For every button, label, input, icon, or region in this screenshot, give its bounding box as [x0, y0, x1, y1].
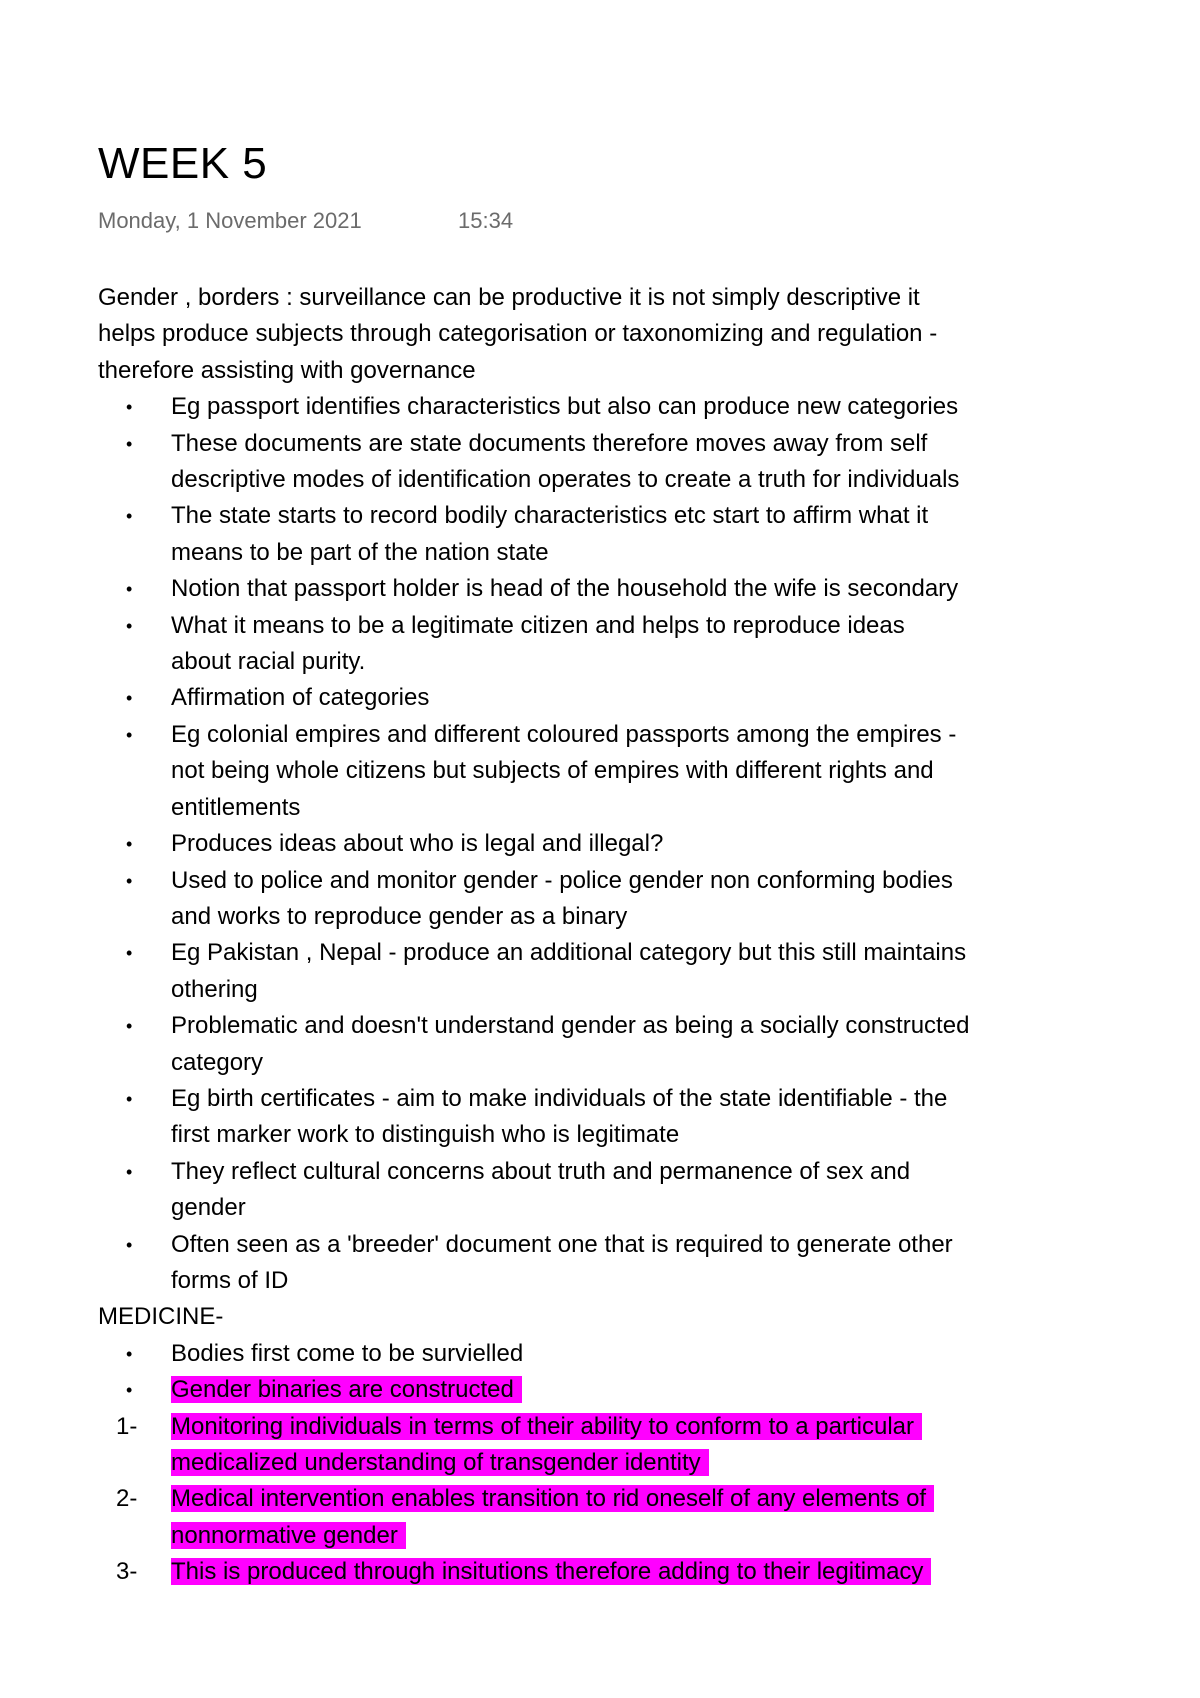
list-item-text: entitlements — [171, 793, 301, 821]
list-item-text: Eg passport identifies characteristics but also can produce new categories — [171, 393, 959, 421]
list-item — [98, 1081, 1108, 1154]
list-item-line — [171, 1081, 1108, 1117]
list-item — [98, 571, 1108, 607]
list-item-text: The state starts to record bodily characteristics etc start to affirm what it — [171, 502, 929, 530]
list-item-text: Used to police and monitor gender - police gender non conforming bodies — [171, 866, 953, 894]
list-item-line — [171, 1154, 1108, 1190]
list-item-line — [171, 1008, 1108, 1044]
list-item-text: medicalized understanding of transgender identity — [171, 1449, 709, 1476]
bullet-icon: • — [126, 397, 133, 418]
list-item-text: Produces ideas about who is legal and illegal? — [171, 830, 664, 858]
list-item — [98, 1154, 1108, 1227]
list-item-line — [171, 826, 1108, 862]
list-item-text: This is produced through insitutions therefore adding to their legitimacy — [171, 1558, 931, 1585]
list-item-line — [171, 535, 1108, 571]
list-item-text: Gender binaries are constructed — [171, 1376, 522, 1403]
page-meta — [98, 205, 514, 237]
list-item-line — [171, 1117, 1108, 1153]
list-item-line — [171, 571, 1108, 607]
bullet-icon: • — [126, 1234, 133, 1255]
list-item-text: Eg Pakistan , Nepal - produce an additional category but this still maintains — [171, 939, 967, 967]
bullet-icon: • — [126, 1016, 133, 1037]
medicine-numbered-list — [98, 1409, 1108, 1591]
intro-line: Gender , borders : surveillance can be productive it is not simply descriptive it — [98, 284, 920, 311]
bullet-icon: • — [126, 688, 133, 709]
list-item — [98, 826, 1108, 862]
list-item-line — [171, 1045, 1108, 1081]
list-item-line — [171, 608, 1108, 644]
list-item-text: Medical intervention enables transition to rid oneself of any elements of — [171, 1485, 934, 1512]
list-item-line — [171, 462, 1108, 498]
page-title: WEEK 5 — [98, 139, 268, 188]
list-item-text: about racial purity. — [171, 648, 366, 676]
list-item-text: Eg birth certificates - aim to make individuals of the state identifiable - the — [171, 1084, 948, 1112]
list-item-line — [171, 972, 1108, 1008]
section-heading-medicine: MEDICINE- — [98, 1303, 224, 1331]
bullet-icon: • — [126, 579, 133, 600]
list-item-line — [171, 680, 1108, 716]
list-item — [98, 1372, 1108, 1408]
list-item-text: Notion that passport holder is head of the household the wife is secondary — [171, 575, 959, 603]
bullet-icon: • — [126, 1088, 133, 1109]
note-content — [98, 280, 1108, 1591]
list-item-text: Affirmation of categories — [171, 684, 430, 712]
list-item-line — [171, 935, 1108, 971]
list-item-line — [171, 863, 1108, 899]
list-item-text: nonnormative gender — [171, 1522, 406, 1549]
list-item-text: and works to reproduce gender as a binary — [171, 902, 628, 930]
list-item — [98, 608, 1108, 681]
list-item-text: Monitoring individuals in terms of their ability to conform to a particular — [171, 1413, 922, 1440]
list-item — [98, 680, 1108, 716]
list-item — [98, 498, 1108, 571]
list-item-line — [171, 790, 1108, 826]
list-item-text: Bodies first come to be survielled — [171, 1339, 524, 1367]
list-item-line — [171, 1481, 1108, 1517]
list-number: 1- — [116, 1412, 138, 1440]
list-item-line — [171, 899, 1108, 935]
list-item-text: gender — [171, 1194, 246, 1222]
list-item-text: forms of ID — [171, 1266, 289, 1294]
list-number: 3- — [116, 1558, 138, 1586]
list-number: 2- — [116, 1485, 138, 1513]
list-item-line — [171, 1518, 1108, 1554]
list-item — [98, 935, 1108, 1008]
list-item-text: Often seen as a 'breeder' document one that is required to generate other — [171, 1230, 953, 1258]
medicine-bullet-list — [98, 1336, 1108, 1409]
list-item-line — [171, 498, 1108, 534]
list-item-line — [171, 1190, 1108, 1226]
list-item-text: What it means to be a legitimate citizen and helps to reproduce ideas — [171, 611, 905, 639]
page-time: 15:34 — [458, 208, 514, 233]
list-item — [98, 1409, 1108, 1482]
bullet-icon: • — [126, 1343, 133, 1364]
bullet-icon: • — [126, 506, 133, 527]
list-item-line — [171, 1409, 1108, 1445]
list-item-text: Eg colonial empires and different coloured passports among the empires - — [171, 720, 957, 748]
list-item-text: othering — [171, 975, 258, 1003]
list-item-text: means to be part of the nation state — [171, 538, 549, 566]
bullet-icon: • — [126, 615, 133, 636]
list-item — [98, 1008, 1108, 1081]
list-item — [98, 1227, 1108, 1300]
list-item-text: not being whole citizens but subjects of empires with different rights and — [171, 757, 934, 785]
list-item-text: They reflect cultural concerns about truth and permanence of sex and — [171, 1157, 911, 1185]
list-item — [98, 389, 1108, 425]
bullet-icon: • — [126, 433, 133, 454]
bullet-icon: • — [126, 1161, 133, 1182]
intro-line: helps produce subjects through categorisation or taxonomizing and regulation - — [98, 320, 938, 348]
list-item-line — [171, 1227, 1108, 1263]
bullet-icon: • — [126, 943, 133, 964]
list-item-line — [171, 1445, 1108, 1481]
list-item — [98, 1336, 1108, 1372]
bullet-icon: • — [126, 724, 133, 745]
list-item-line — [171, 717, 1108, 753]
list-item-line — [171, 426, 1108, 462]
list-item — [98, 1481, 1108, 1554]
bullet-icon: • — [126, 1380, 133, 1401]
page-date: Monday, 1 November 2021 — [98, 208, 362, 233]
list-item — [98, 1554, 1108, 1590]
list-item — [98, 426, 1108, 499]
list-item-text: Problematic and doesn't understand gender as being a socially constructed — [171, 1012, 970, 1040]
list-item-text: These documents are state documents therefore moves away from self — [171, 429, 928, 457]
bullet-icon: • — [126, 870, 133, 891]
intro-line: therefore assisting with governance — [98, 356, 476, 384]
list-item-line — [171, 1554, 1108, 1590]
list-item-text: descriptive modes of identification operates to create a truth for individuals — [171, 466, 960, 494]
list-item-line — [171, 389, 1108, 425]
list-item-line — [171, 1263, 1108, 1299]
list-item-line — [171, 1336, 1108, 1372]
list-item-line — [171, 644, 1108, 680]
list-item — [98, 863, 1108, 936]
list-item-line — [171, 753, 1108, 789]
bullet-icon: • — [126, 834, 133, 855]
intro-paragraph — [98, 280, 1108, 389]
list-item — [98, 717, 1108, 826]
list-item-text: category — [171, 1048, 264, 1076]
bullet-list — [98, 389, 1108, 1299]
list-item-text: first marker work to distinguish who is legitimate — [171, 1121, 680, 1149]
list-item-line — [171, 1372, 1108, 1408]
